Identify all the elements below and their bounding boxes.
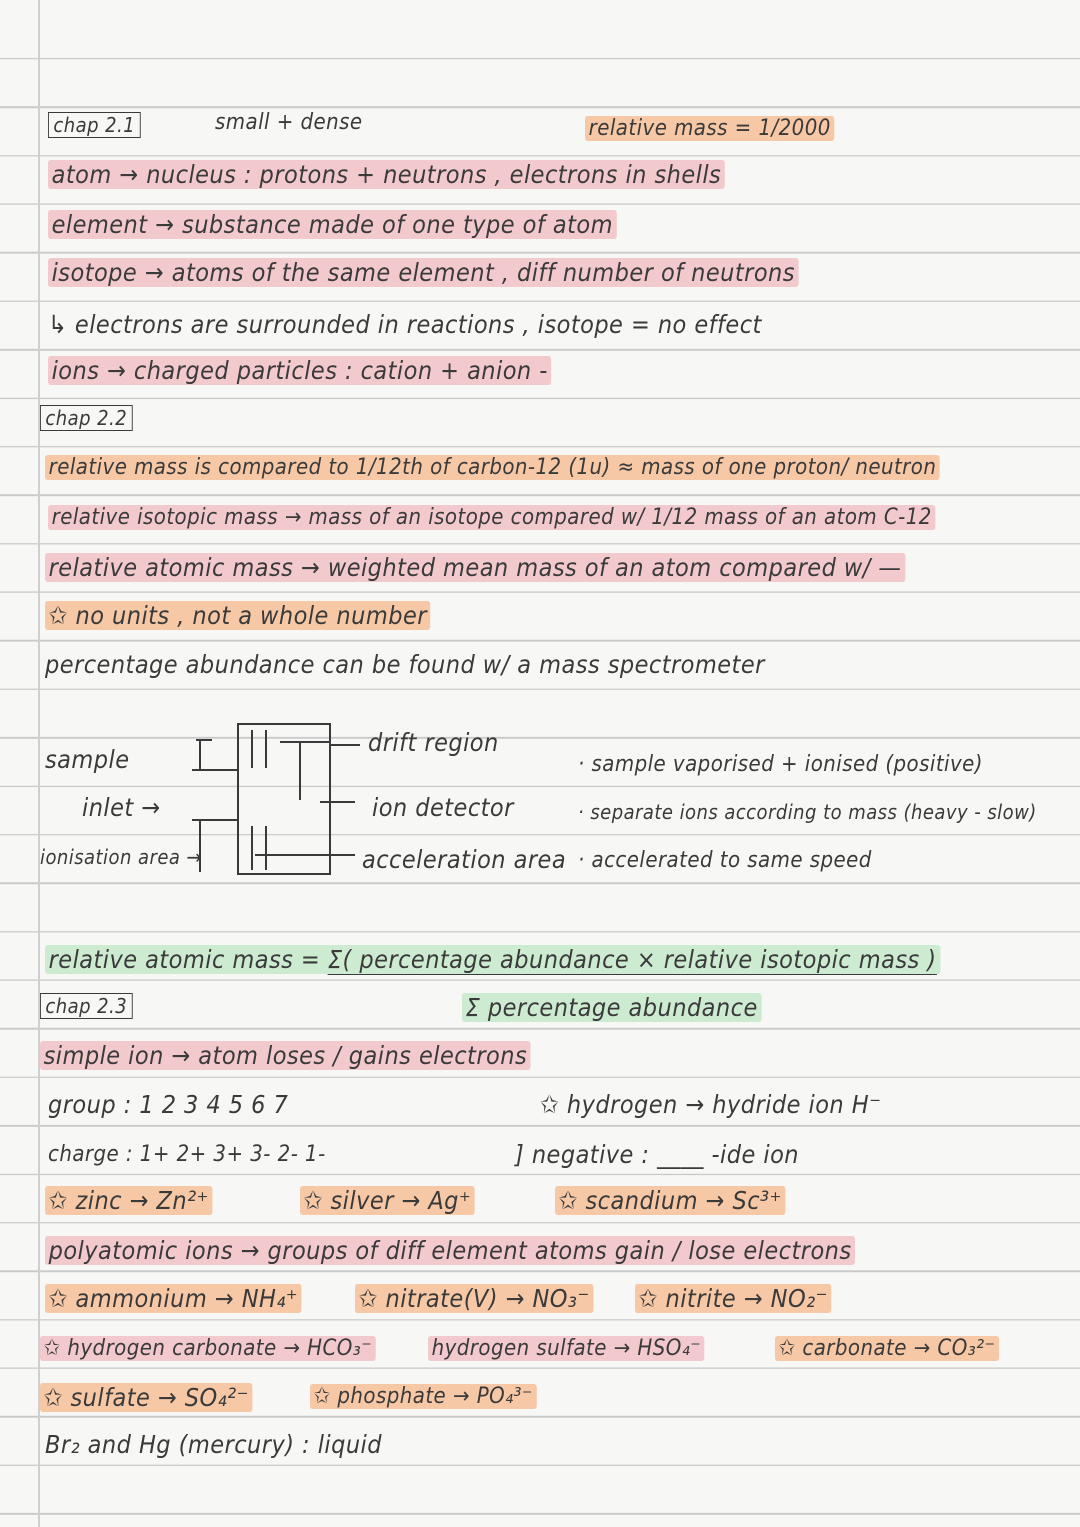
formula-relative-atomic-mass: relative atomic mass = Σ( percentage abundance × relative isotopic mass ) [45,945,940,974]
ion-nitrate: ✩ nitrate(V) → NO₃⁻ [355,1284,593,1313]
chap-2-1-heading: chap 2.1 [48,112,141,138]
line-charges: charge : 1+ 2+ 3+ 3- 2- 1- [48,1142,326,1167]
line-simple-ion: simple ion → atom loses / gains electrons [40,1041,531,1070]
line-isotope: isotope → atoms of the same element , diff number of neutrons [48,258,799,287]
line-polyatomic-ions: polyatomic ions → groups of diff element atoms gain / lose electrons [45,1236,855,1265]
ion-carbonate: ✩ carbonate → CO₃²⁻ [775,1336,999,1361]
ion-silver: ✩ silver → Ag⁺ [300,1186,475,1215]
line-relative-mass: relative mass is compared to 1/12th of carbon-12 (1u) ≈ mass of one proton/ neutron [45,455,940,480]
ion-hydrogen-sulfate: hydrogen sulfate → HSO₄⁻ [428,1336,705,1361]
line-relative-atomic-mass: relative atomic mass → weighted mean mass of an atom compared w/ — [45,553,905,582]
ion-zinc: ✩ zinc → Zn²⁺ [45,1186,212,1215]
ion-hydrogen-carbonate: ✩ hydrogen carbonate → HCO₃⁻ [40,1336,376,1361]
line-liquids: Br₂ and Hg (mercury) : liquid [45,1430,382,1459]
line-percentage-abundance: percentage abundance can be found w/ a mass spectrometer [45,650,765,679]
line-no-units: ✩ no units , not a whole number [45,601,431,630]
diagram-note-separate: · separate ions according to mass (heavy - slow) [578,800,1037,824]
diagram-label-acceleration-area: acceleration area [362,845,567,874]
diagram-note-accelerated: · accelerated to same speed [578,848,872,873]
line-relative-isotopic-mass: relative isotopic mass → mass of an isotope compared w/ 1/12 mass of an atom C-12 [48,505,935,530]
note-hydride: ✩ hydrogen → hydride ion H⁻ [540,1090,882,1119]
diagram-label-ionisation-area: ionisation area → [40,845,203,869]
note-negative-ide: ] negative : ____ -ide ion [515,1140,800,1169]
ion-scandium: ✩ scandium → Sc³⁺ [555,1186,785,1215]
note-relative-mass: relative mass = 1/2000 [585,116,834,141]
formula-denominator: Σ percentage abundance [462,993,761,1022]
line-ions: ions → charged particles : cation + anion - [48,356,551,385]
diagram-label-sample: sample [45,745,130,774]
ion-sulfate: ✩ sulfate → SO₄²⁻ [40,1383,253,1412]
diagram-label-ion-detector: ion detector [372,793,514,822]
diagram-note-vaporised: · sample vaporised + ionised (positive) [578,752,983,777]
chap-2-2-heading: chap 2.2 [40,405,133,431]
diagram-label-drift-region: drift region [368,728,499,757]
line-electrons-reactions: ↳ electrons are surrounded in reactions , isotope = no effect [48,310,762,339]
diagram-label-inlet: inlet → [82,793,161,822]
ion-nitrite: ✩ nitrite → NO₂⁻ [635,1284,832,1313]
ion-phosphate: ✩ phosphate → PO₄³⁻ [310,1384,536,1409]
line-atom: atom → nucleus : protons + neutrons , electrons in shells [48,160,725,189]
chap-2-3-heading: chap 2.3 [40,993,133,1019]
line-group-numbers: group : 1 2 3 4 5 6 7 [48,1090,289,1119]
line-element: element → substance made of one type of atom [48,210,617,239]
note-small-dense: small + dense [215,110,363,135]
ion-ammonium: ✩ ammonium → NH₄⁺ [45,1284,302,1313]
